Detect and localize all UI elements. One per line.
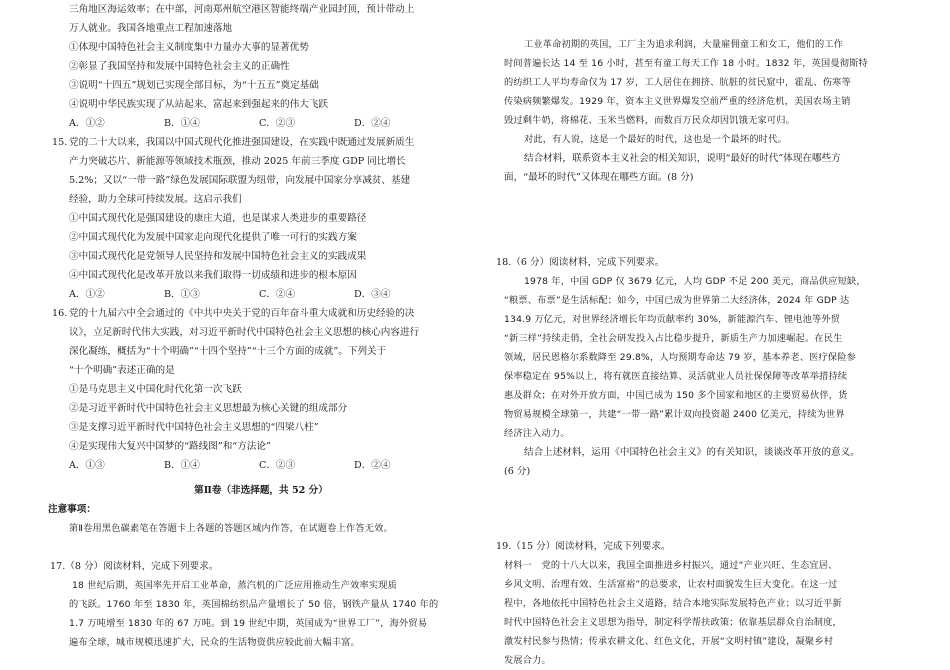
q19-line-6: 发展合力。 xyxy=(504,655,551,666)
q18-task-line-1: 结合上述材料，运用《中国特色社会主义》的有关知识，谈谈改革开放的意义。 xyxy=(524,447,860,458)
q16-option-b: B．①④ xyxy=(164,460,200,471)
q17-cont-line-2: 时间普遍长达 14 至 16 小时，甚至有童工每天工作 18 小时。1832 年，英国曼彻斯特 xyxy=(504,58,868,69)
q14-item-1: ①体现中国特色社会主义制度集中力量办大事的显著优势 xyxy=(69,42,309,53)
q18-line-4: “新三样”持续走俏，全社会研发投入占比稳步提升，新质生产力加速崛起。在民生 xyxy=(504,333,843,344)
q17-heading: 17.（8 分）阅读材料，完成下列要求。 xyxy=(50,561,219,572)
q18-heading: 18.（6 分）阅读材料，完成下列要求。 xyxy=(496,257,665,268)
q15-item-1: ①中国式现代化是强国建设的康庄大道，也是谋求人类进步的重要路径 xyxy=(69,213,367,224)
q15-option-a: A．①② xyxy=(69,289,105,300)
q18-line-9: 经济注入动力。 xyxy=(504,428,570,439)
q18-line-7: 惠及群众；在对外开放方面，中国已成为 150 多个国家和地区的主要贸易伙伴，货 xyxy=(504,390,848,401)
q17-line-1: 18 世纪后期，英国率先开启工业革命，蒸汽机的广泛应用推动生产效率实现质 xyxy=(72,580,397,591)
q17-cont-line-1: 工业革命初期的英国，工厂主为追求利润，大量雇佣童工和女工，他们的工作 xyxy=(524,39,844,50)
intro-line-1: 三角地区海运效率；在中部，河南郑州航空港区智能终端产业园封顶，预计带动上 xyxy=(69,4,415,15)
right-column xyxy=(496,0,924,670)
q18-line-8: 物贸易规模全球第一，共建“一带一路”累计双向投资超 2400 亿美元，持续为世界 xyxy=(504,409,845,420)
note-heading: 注意事项： xyxy=(48,504,96,515)
q16-item-4: ④是实现伟大复兴中国梦的“路线图”和“方法论” xyxy=(69,441,271,452)
q16-item-3: ③是支撑习近平新时代中国特色社会主义思想的“四梁八柱” xyxy=(69,422,319,433)
left-column xyxy=(48,0,470,652)
q15-option-d: D．③④ xyxy=(354,289,391,300)
q17-line-4: 遍布全球，城市规模迅速扩大，民众的生活物资供应较此前大幅丰富。 xyxy=(69,637,361,648)
q17-cont-line-6: 对此，有人说，这是一个最好的时代，这也是一个最坏的时代。 xyxy=(524,134,787,145)
q16-number: 16. xyxy=(52,308,68,319)
q17-cont-line-4: 传染病频繁爆发。1929 年，资本主义世界爆发空前严重的经济危机，美国农场主销 xyxy=(504,96,851,107)
q16-option-a: A．①③ xyxy=(69,460,105,471)
q16-option-c: C．②③ xyxy=(259,460,296,471)
q18-line-3: 134.9 万亿元，对世界经济增长年均贡献率约 30%，新能源汽车、锂电池等外贸 xyxy=(504,314,841,325)
q17-cont-line-5: 毁过剩牛奶，将棉花、玉米当燃料，而数百万民众却因饥饿无家可归。 xyxy=(504,115,796,126)
q17-line-2: 的飞跃。1760 年至 1830 年，英国棉纺织品产量增长了 50 倍，钢铁产量从 1740 年的 xyxy=(69,599,439,610)
q19-line-3: 程中，各地依托中国特色社会主义道路，结合本地实际发展特色产业；以习近平新 xyxy=(504,598,842,609)
q16-item-1: ①是马克思主义中国化时代化第一次飞跃 xyxy=(69,384,242,395)
q19-heading: 19.（15 分）阅读材料，完成下列要求。 xyxy=(496,541,671,552)
q18-task-line-2: (6 分) xyxy=(504,466,531,477)
q18-line-6: 保率稳定在 95%以上，将有就医直接结算、灵活就业人员社保保障等改革举措持续 xyxy=(504,371,848,382)
q14-item-4: ④说明中华民族实现了从站起来、富起来到强起来的伟大飞跃 xyxy=(69,99,329,110)
q14-item-2: ②彰显了我国坚持和发展中国特色社会主义的正确性 xyxy=(69,61,290,72)
q15-number: 15. xyxy=(52,137,68,148)
intro-line-2: 万人就业。我国各地重点工程加速落地 xyxy=(69,23,233,34)
q14-option-a: A．①② xyxy=(69,118,105,129)
q14-option-c: C．②③ xyxy=(259,118,296,129)
q15-option-b: B．①③ xyxy=(164,289,200,300)
q18-line-2: “粮票、布票”是生活标配；如今，中国已成为世界第二大经济体，2024 年 GDP 达 xyxy=(504,295,850,306)
q15-item-4: ④中国式现代化是改革开放以来我们取得一切成绩和进步的根本原因 xyxy=(69,270,357,281)
q14-options xyxy=(52,114,470,133)
q15-line-1: 15. 党的二十大以来，我国以中国式现代化推进强国建设，在实践中既通过发展新质生 xyxy=(52,133,470,152)
q18-line-5: 领域，居民恩格尔系数降至 29.8%，人均预期寿命达 79 岁，基本养老、医疗保险参 xyxy=(504,352,857,363)
q15-item-3: ③中国式现代化是党领导人民坚持和发展中国特色社会主义的实践成果 xyxy=(69,251,367,262)
q17-task-line-1: 结合材料，联系资本主义社会的相关知识，说明“最好的时代”体现在哪些方 xyxy=(524,153,841,164)
q17-cont-line-3: 的纺织工人平均寿命仅为 17 岁，工人居住在拥挤、肮脏的贫民窟中，霍乱、伤寒等 xyxy=(504,77,851,88)
q14-option-b: B．①④ xyxy=(164,118,200,129)
q19-line-2: 乡风文明、治理有效、生活富裕”的总要求，让农村面貌发生巨大变化。在这一过 xyxy=(504,579,838,590)
q16-line-4: “十个明确”表述正确的是 xyxy=(69,365,175,376)
q14-item-3: ③说明“十四五”规划已实现全部目标，为“十五五”奠定基础 xyxy=(69,80,319,91)
q15-option-c: C．②④ xyxy=(259,289,296,300)
q16-item-2: ②是习近平新时代中国特色社会主义思想最为核心关键的组成部分 xyxy=(69,403,348,414)
q16-options xyxy=(52,456,470,475)
q16-line-3: 深化凝练，概括为“十个明确”“十四个坚持”“十三个方面的成就”。下列关于 xyxy=(69,346,387,357)
q17-line-3: 1.7 万吨增至 1830 年的 67 万吨。到 19 世纪中期，英国成为“世界工厂”，海外贸易 xyxy=(69,618,428,629)
q16-line-2: 议》，立足新时代伟大实践，对习近平新时代中国特色社会主义思想的核心内容进行 xyxy=(69,327,420,338)
q17-task-line-2: 面，“最坏的时代”又体现在哪些方面。(8 分) xyxy=(504,172,694,183)
q15-options xyxy=(52,285,470,304)
note-text: 第Ⅱ卷用黑色碳素笔在答题卡上各题的答题区域内作答，在试题卷上作答无效。 xyxy=(69,523,393,534)
q19-line-1: 材料一 党的十八大以来，我国全面推进乡村振兴，通过“产业兴旺、生态宜居、 xyxy=(504,560,838,571)
section-title: 第Ⅱ卷（非选择题，共 52 分） xyxy=(194,485,328,496)
q15-line-4: 经验，助力全球可持续发展。这启示我们 xyxy=(69,194,242,205)
q15-line-2: 产力突破芯片、新能源等领域技术瓶颈，推动 2025 年前三季度 GDP 同比增长 xyxy=(69,156,406,167)
q16-option-d: D．②④ xyxy=(354,460,391,471)
q16-line-1: 16. 党的十九届六中全会通过的《中共中央关于党的百年奋斗重大成就和历史经验的决 xyxy=(52,304,470,323)
q15-item-2: ②中国式现代化为发展中国家走向现代化提供了唯一可行的实践方案 xyxy=(69,232,357,243)
q19-line-5: 激发村民参与热情；传承农耕文化、红色文化，开展“文明村镇”建设，凝聚乡村 xyxy=(504,636,834,647)
q18-line-1: 1978 年，中国 GDP 仅 3679 亿元，人均 GDP 不足 200 美元，商品供应短缺， xyxy=(524,276,866,287)
q14-option-d: D．②④ xyxy=(354,118,391,129)
q19-line-4: 时代中国特色社会主义思想为指导，制定科学帮扶政策；依靠基层群众自治制度， xyxy=(504,617,842,628)
q15-line-3: 5.2%；又以“一带一路”绿色发展国际联盟为纽带，向发展中国家分享减贫、基建 xyxy=(69,175,411,186)
